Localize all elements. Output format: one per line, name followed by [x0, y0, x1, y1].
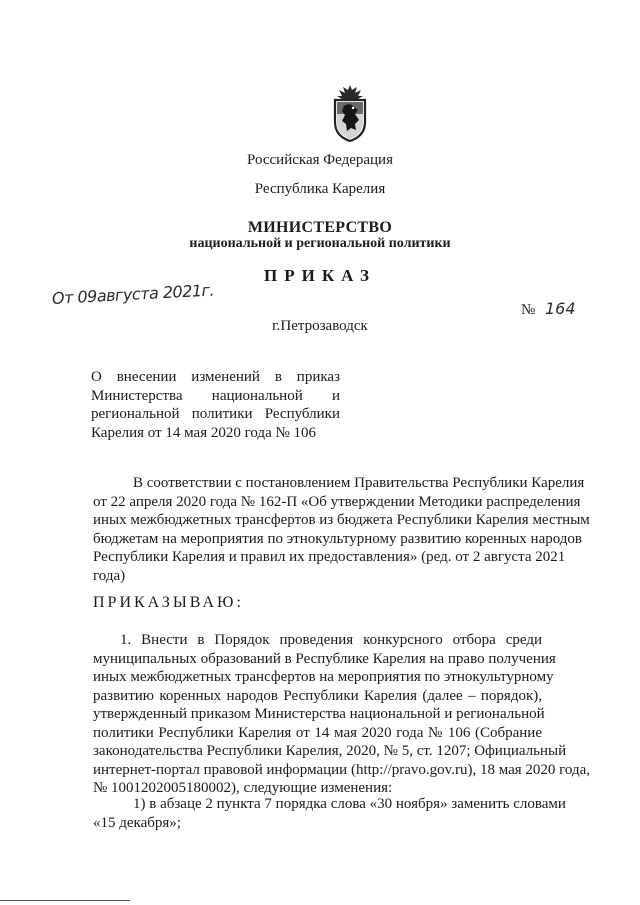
- order-number-label: №: [521, 302, 536, 318]
- paragraph-line: законодательства Республики Карелия, 2020, № 5, ст. 1207; Официальный: [93, 743, 567, 759]
- paragraph-line: бюджетам на мероприятия по этнокультурному развитию коренных народов: [93, 530, 583, 547]
- handwritten-date: От 09августа 2021г.: [51, 280, 215, 308]
- paragraph-line: 1. Внести в Порядок проведения конкурсного отбора среди: [120, 632, 542, 648]
- preamble-paragraph: [93, 474, 590, 585]
- subject-line: Карелия от 14 мая 2020 года № 106: [91, 424, 317, 441]
- paragraph-line: 1) в абзаце 2 пункта 7 порядка слова «30 ноября» заменить словами: [133, 796, 566, 812]
- paragraph-line: утвержденный приказом Министерства национальной и региональной: [93, 706, 545, 722]
- ministry-subtitle: национальной и региональной политики: [189, 236, 451, 251]
- decree-heading: ПРИКАЗЫВАЮ:: [93, 594, 244, 611]
- paragraph-line: года): [93, 567, 126, 584]
- paragraph-line: иных межбюджетных трансфертов из бюджета Республики Карелия местным: [93, 512, 590, 528]
- paragraph-line: развитию коренных народов Республики Карелия (далее – порядок),: [93, 687, 542, 704]
- paragraph-line: Республики Карелия и правил их предоставления» (ред. от 2 августа 2021: [93, 549, 566, 565]
- ministry-title: МИНИСТЕРСТВО: [247, 219, 393, 236]
- paragraph-line: В соответствии с постановлением Правительства Республики Карелия: [133, 475, 585, 491]
- document-type-title: ПРИКАЗ: [264, 266, 376, 285]
- paragraph-line: политики Республики Карелия от 14 мая 2020 года № 106 (Собрание: [93, 724, 542, 741]
- order-number-value: 164: [545, 299, 576, 318]
- item-1-subitem-1: [93, 795, 566, 832]
- paragraph-line: интернет-портал правовой информации (http://pravo.gov.ru), 18 мая 2020 года,: [93, 761, 591, 778]
- paragraph-line: «15 декабря»;: [93, 814, 181, 831]
- republic-name: Республика Карелия: [254, 181, 386, 197]
- country-name: Российская Федерация: [247, 152, 393, 168]
- subject-line: региональной политики Республики: [91, 406, 340, 422]
- order-subject: [91, 368, 340, 442]
- footer-rule: [0, 900, 130, 901]
- paragraph-line: от 22 апреля 2020 года № 162-П «Об утверждении Методики распределения: [93, 493, 581, 510]
- city-name: г.Петрозаводск: [272, 318, 368, 334]
- paragraph-line: иных межбюджетных трансфертов на мероприятия по этнокультурному: [93, 669, 554, 685]
- coat-of-arms-emblem: [327, 84, 373, 142]
- subject-line: О внесении изменений в приказ: [91, 369, 340, 385]
- paragraph-line: № 1001202005180002), следующие изменения:: [93, 780, 393, 796]
- item-1-paragraph: [93, 631, 591, 798]
- subject-line: Министерства национальной и: [91, 387, 340, 404]
- paragraph-line: муниципальных образований в Республике Карелия на право получения: [93, 650, 556, 667]
